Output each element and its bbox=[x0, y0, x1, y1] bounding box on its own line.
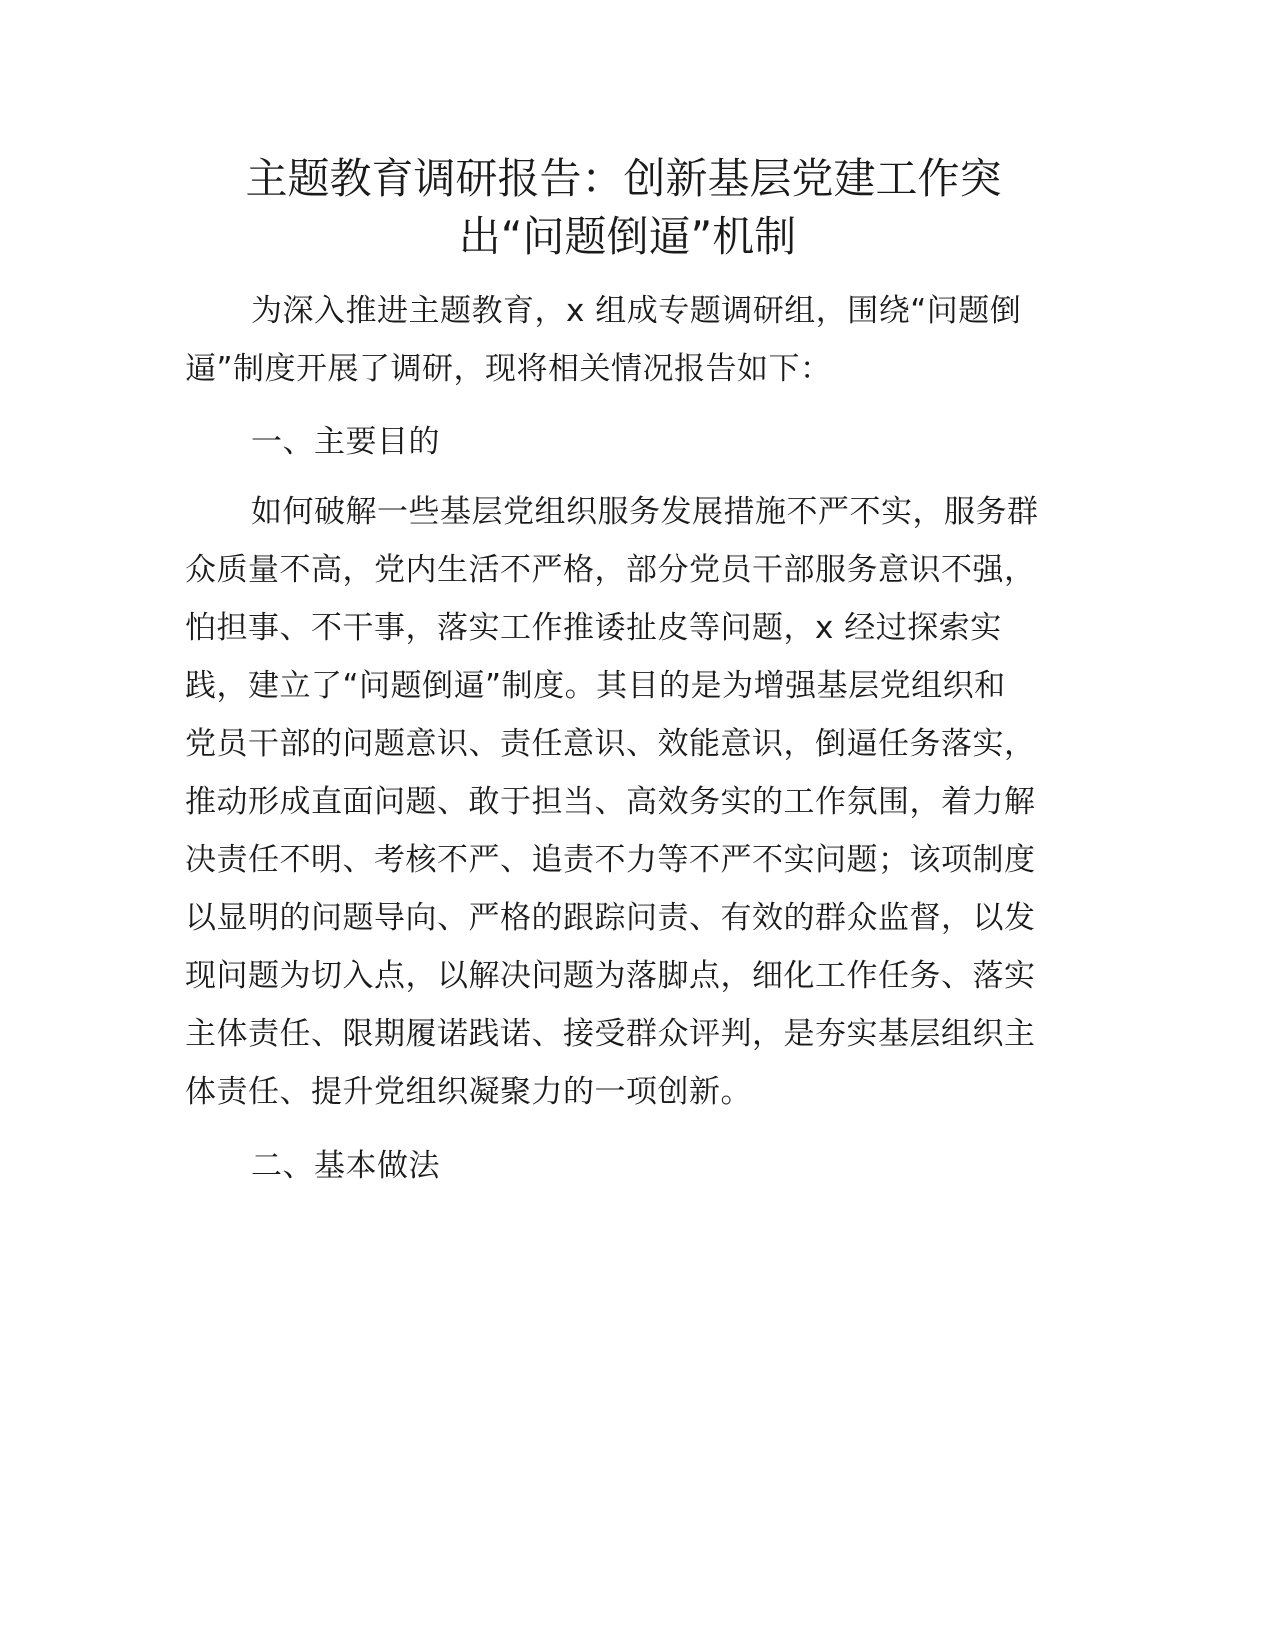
section-heading-methods bbox=[185, 1137, 1085, 1195]
intro-line: 逼”制度开展了调研，现将相关情况报告如下： bbox=[185, 351, 832, 387]
section-heading-text: 一、主要目的 bbox=[251, 424, 440, 460]
purpose-paragraph bbox=[185, 483, 1085, 1121]
paragraph-line: 决责任不明、考核不严、追责不力等不严不实问题；该项制度 bbox=[185, 842, 1036, 878]
paragraph-line: 众质量不高，党内生活不严格，部分党员干部服务意识不强， bbox=[185, 552, 1036, 588]
intro-paragraph bbox=[185, 282, 1085, 398]
document-title-line-1: 主题教育调研报告：创新基层党建工作突 bbox=[245, 154, 1002, 203]
paragraph-line: 体责任、提升党组织凝聚力的一项创新。 bbox=[185, 1074, 752, 1110]
paragraph-line: 党员干部的问题意识、责任意识、效能意识，倒逼任务落实， bbox=[185, 726, 1036, 762]
paragraph-line: 如何破解一些基层党组织服务发展措施不严不实，服务群 bbox=[251, 494, 1039, 530]
paragraph-line: 主体责任、限期履诺践诺、接受群众评判，是夯实基层组织主 bbox=[185, 1016, 1036, 1052]
section-heading-text: 二、基本做法 bbox=[251, 1148, 440, 1184]
paragraph-line: 以显明的问题导向、严格的跟踪问责、有效的群众监督，以发 bbox=[185, 900, 1036, 936]
document-title-line-2: 出“问题倒逼”机制 bbox=[458, 212, 797, 261]
section-heading-purpose bbox=[185, 413, 1085, 471]
paragraph-line: 现问题为切入点，以解决问题为落脚点，细化工作任务、落实 bbox=[185, 958, 1036, 994]
intro-line: 为深入推进主题教育，x 组成专题调研组，围绕“问题倒 bbox=[251, 293, 1022, 329]
paragraph-line: 推动形成直面问题、敢于担当、高效务实的工作氛围，着力解 bbox=[185, 784, 1036, 820]
paragraph-line: 怕担事、不干事，落实工作推诿扯皮等问题，x 经过探索实 bbox=[185, 610, 1002, 646]
paragraph-line: 践，建立了“问题倒逼”制度。其目的是为增强基层党组织和 bbox=[185, 668, 1006, 704]
